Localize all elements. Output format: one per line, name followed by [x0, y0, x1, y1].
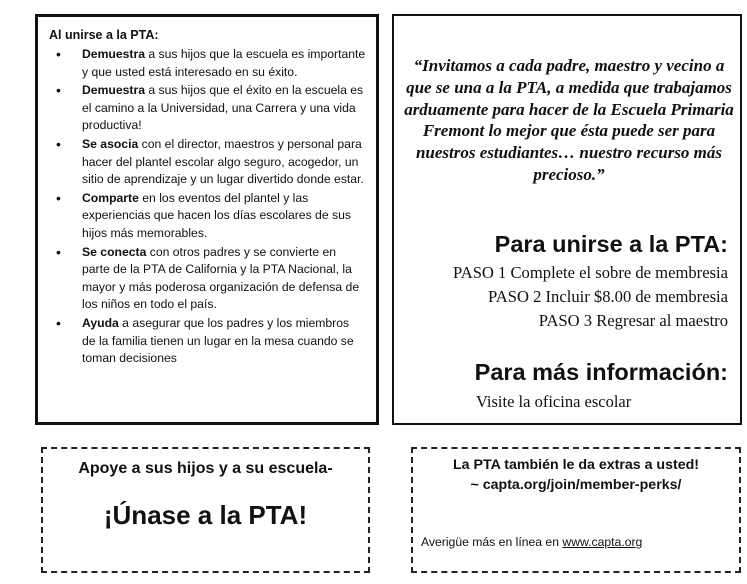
benefit-lead: Demuestra: [82, 83, 145, 98]
benefit-item: [82, 136, 366, 189]
benefit-item: [82, 46, 366, 81]
benefit-text: a sus hijos que el éxito en la escuela es el camino a la Universidad, una Carrera y una vida productiva!: [82, 83, 364, 133]
benefit-text: a asegurar que los padres y los miembros de la familia tienen un lugar en la mesa cuando se toman decisiones: [82, 315, 354, 366]
more-online-text: [421, 535, 642, 549]
benefits-list: [49, 46, 366, 368]
perks-line: La PTA también le da extras a usted!: [453, 457, 699, 473]
join-benefits-box: [35, 14, 379, 425]
benefit-lead: Ayuda: [82, 315, 119, 330]
quote-and-steps-box: [392, 14, 742, 425]
capta-link[interactable]: www.capta.org: [562, 535, 643, 549]
step-2: PASO 2 Incluir $8.00 de membresia: [488, 287, 728, 306]
join-benefits-heading: Al unirse a la PTA:: [49, 28, 159, 42]
visit-office-text: Visite la oficina escolar: [476, 392, 632, 411]
benefit-item: [82, 190, 366, 243]
benefit-lead: Comparte: [82, 190, 139, 205]
support-line: Apoye a sus hijos y a su escuela-: [78, 460, 333, 477]
benefit-item: [82, 82, 366, 135]
perks-coupon: [411, 447, 741, 573]
benefit-text: a sus hijos que la escuela es importante y que usted está interesado en su éxito.: [82, 47, 366, 79]
support-coupon: [41, 447, 370, 573]
perks-url: ~ capta.org/join/member-perks/: [470, 477, 682, 493]
more-info-heading: Para más información:: [474, 359, 728, 385]
invitation-quote: “Invitamos a cada padre, maestro y vecino a que se una a la PTA, a medida que trabajamos arduamente para hacer de la Escuela Primaria Fremont lo mejor que ésta puede ser para nuestros estudiantes… nuestro recurso más precioso.”: [404, 56, 734, 184]
benefit-text: con el director, maestros y personal para hacer del plantel escolar algo seguro, acogedor, un sitio de aprendizaje y un lugar divertido donde estar.: [82, 136, 364, 187]
benefit-item: [82, 244, 366, 314]
join-steps-heading: Para unirse a la PTA:: [494, 231, 728, 257]
benefit-text: en los eventos del plantel y las experiencias que hacen los días escolares de sus hijos más memorables.: [82, 190, 351, 240]
benefit-text: con otros padres y se convierte en parte de la PTA de California y la PTA Nacional, la mayor y más poderosa organización de defensa de los niños en todo el país.: [82, 244, 360, 312]
benefit-lead: Se asocia: [82, 136, 139, 151]
benefit-lead: Demuestra: [82, 47, 145, 61]
benefit-item: [82, 315, 366, 368]
more-online-label: Averigüe más en línea en: [421, 535, 563, 549]
step-1: PASO 1 Complete el sobre de membresia: [453, 263, 728, 282]
step-3: PASO 3 Regresar al maestro: [538, 311, 728, 330]
join-now-cta: ¡Únase a la PTA!: [103, 500, 308, 530]
benefit-lead: Se conecta: [82, 244, 147, 259]
